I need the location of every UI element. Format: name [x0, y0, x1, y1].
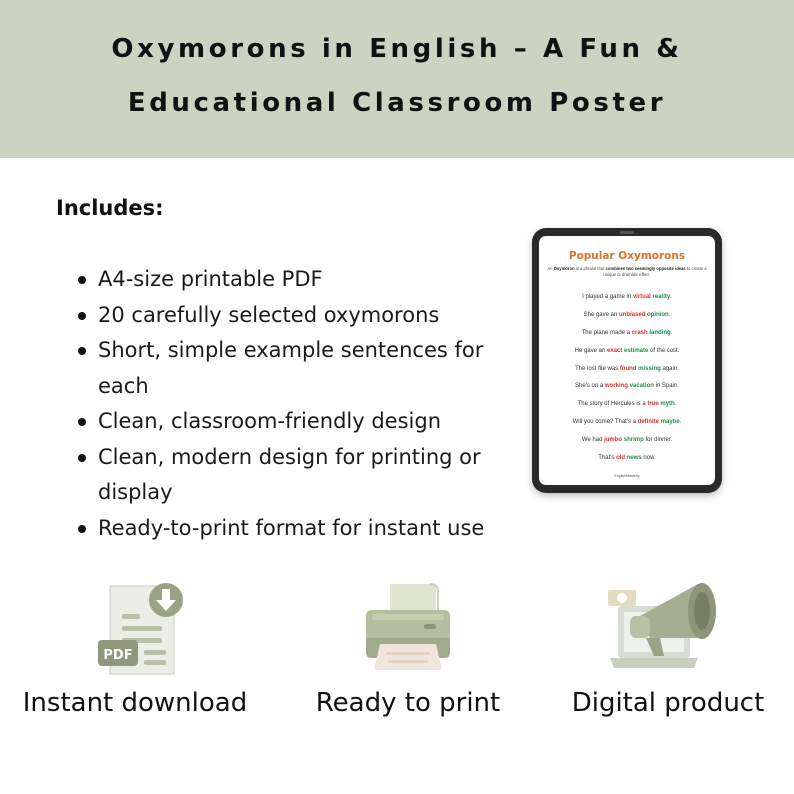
tablet-camera — [620, 231, 634, 234]
poster-footer: EnglishMasterly — [614, 474, 640, 478]
tablet-preview — [532, 228, 722, 493]
printer-icon — [356, 578, 460, 674]
includes-item: Clean, modern design for printing or display — [76, 440, 526, 511]
example-sentence: The plane made a crash landing. — [581, 329, 673, 336]
includes-heading: Includes: — [56, 196, 164, 220]
page-title-line-1: Oxymorons in English – A Fun & — [111, 34, 683, 64]
example-sentence: That's old news now. — [598, 455, 656, 462]
example-sentence: The lost file was found missing again. — [575, 365, 679, 372]
includes-item: Clean, classroom-friendly design — [76, 404, 526, 440]
svg-text:PDF: PDF — [103, 648, 133, 663]
example-sentence: I played a game in virtual reality. — [582, 294, 672, 300]
page-title-line-2: Educational Classroom Poster — [127, 88, 667, 118]
poster-intro: An Oxymoron is a phrase that combines two seemingly opposite ideas to create a unique or dramatic effect. — [547, 266, 707, 277]
title-banner — [0, 0, 794, 158]
includes-item: 20 carefully selected oxymorons — [76, 298, 526, 334]
poster-title: Popular Oxymorons — [568, 250, 686, 262]
example-sentence: The story of Hercules is a true myth. — [577, 401, 677, 408]
example-sentence: Will you come? That's a definite maybe. — [572, 419, 682, 426]
includes-item: A4-size printable PDF — [76, 262, 526, 298]
includes-item: Ready-to-print format for instant use — [76, 511, 526, 547]
example-sentence: We had jumbo shrimp for dinner. — [581, 437, 673, 444]
includes-item: Short, simple example sentences for each — [76, 333, 526, 404]
example-sentence: He gave an exact estimate of the cost. — [574, 347, 680, 354]
example-sentence: She's on a working vacation in Spain. — [575, 383, 679, 390]
ready-to-print-label: Ready to print — [315, 688, 501, 718]
includes-list — [76, 262, 526, 546]
poster-preview — [539, 236, 715, 485]
poster-sentences — [539, 292, 715, 471]
digital-product-label: Digital product — [571, 688, 765, 718]
example-sentence: She gave an unbiased opinion. — [583, 311, 671, 318]
instant-download-label: Instant download — [22, 688, 248, 718]
pdf-download-icon — [92, 580, 192, 676]
megaphone-laptop-icon — [606, 576, 730, 674]
